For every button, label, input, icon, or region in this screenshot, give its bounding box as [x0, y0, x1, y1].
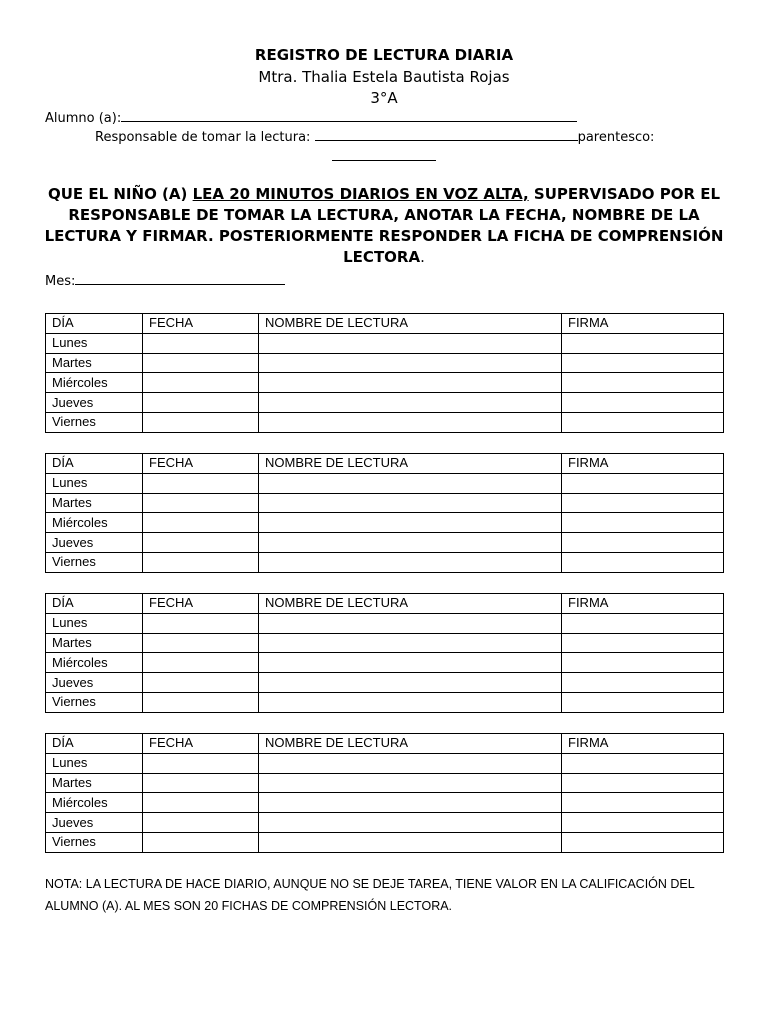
signature-cell[interactable]	[562, 412, 724, 432]
column-header-reading-name: NOMBRE DE LECTURA	[259, 314, 562, 334]
table-row	[46, 552, 724, 572]
reading-name-cell[interactable]	[259, 533, 562, 553]
date-cell[interactable]	[143, 832, 259, 852]
table-row	[46, 613, 724, 633]
reading-log-table	[45, 593, 724, 713]
column-header-signature: FIRMA	[562, 594, 724, 614]
day-cell: Viernes	[46, 832, 143, 852]
day-cell: Lunes	[46, 333, 143, 353]
table-row	[46, 533, 724, 553]
signature-cell[interactable]	[562, 753, 724, 773]
date-cell[interactable]	[143, 673, 259, 693]
table-row	[46, 412, 724, 432]
table-row	[46, 673, 724, 693]
table-row	[46, 373, 724, 393]
date-cell[interactable]	[143, 493, 259, 513]
responsible-blank-line[interactable]	[315, 127, 578, 141]
signature-cell[interactable]	[562, 653, 724, 673]
table-row	[46, 653, 724, 673]
column-header-signature: FIRMA	[562, 314, 724, 334]
signature-cell[interactable]	[562, 832, 724, 852]
table-row	[46, 393, 724, 413]
day-cell: Martes	[46, 353, 143, 373]
signature-cell[interactable]	[562, 333, 724, 353]
signature-cell[interactable]	[562, 613, 724, 633]
table-row	[46, 353, 724, 373]
day-cell: Lunes	[46, 473, 143, 493]
day-cell: Jueves	[46, 393, 143, 413]
column-header-signature: FIRMA	[562, 734, 724, 754]
day-cell: Martes	[46, 493, 143, 513]
table-row	[46, 692, 724, 712]
date-cell[interactable]	[143, 793, 259, 813]
reading-name-cell[interactable]	[259, 393, 562, 413]
day-cell: Viernes	[46, 552, 143, 572]
signature-cell[interactable]	[562, 552, 724, 572]
date-cell[interactable]	[143, 813, 259, 833]
reading-name-cell[interactable]	[259, 813, 562, 833]
reading-name-cell[interactable]	[259, 633, 562, 653]
reading-name-cell[interactable]	[259, 613, 562, 633]
signature-cell[interactable]	[562, 793, 724, 813]
table-header-row	[46, 734, 724, 754]
reading-name-cell[interactable]	[259, 673, 562, 693]
column-header-day: DÍA	[46, 734, 143, 754]
table-row	[46, 493, 724, 513]
date-cell[interactable]	[143, 552, 259, 572]
date-cell[interactable]	[143, 613, 259, 633]
day-cell: Lunes	[46, 753, 143, 773]
column-header-reading-name: NOMBRE DE LECTURA	[259, 734, 562, 754]
signature-cell[interactable]	[562, 493, 724, 513]
day-cell: Martes	[46, 773, 143, 793]
signature-cell[interactable]	[562, 773, 724, 793]
column-header-reading-name: NOMBRE DE LECTURA	[259, 454, 562, 474]
column-header-day: DÍA	[46, 314, 143, 334]
date-cell[interactable]	[143, 373, 259, 393]
table-row	[46, 473, 724, 493]
instructions-part2: SUPERVISADO POR EL RESPONSABLE DE TOMAR LA LECTURA, ANOTAR LA FECHA, NOMBRE DE LA LECTURA Y FIRMAR. POSTERIORMENTE RESPONDER LA FICHA DE COMPRENSIÓN LECTORA	[44, 185, 724, 266]
date-cell[interactable]	[143, 753, 259, 773]
table-row	[46, 633, 724, 653]
column-header-reading-name: NOMBRE DE LECTURA	[259, 594, 562, 614]
day-cell: Jueves	[46, 813, 143, 833]
table-row	[46, 813, 724, 833]
date-cell[interactable]	[143, 353, 259, 373]
document-title: REGISTRO DE LECTURA DIARIA	[254, 46, 514, 64]
day-cell: Jueves	[46, 533, 143, 553]
date-cell[interactable]	[143, 773, 259, 793]
table-row	[46, 753, 724, 773]
instructions-paragraph	[40, 184, 728, 268]
column-header-day: DÍA	[46, 454, 143, 474]
teacher-name: Mtra. Thalia Estela Bautista Rojas	[258, 68, 510, 86]
reading-log-table	[45, 313, 724, 433]
relationship-label: parentesco:	[577, 130, 655, 145]
day-cell: Miércoles	[46, 653, 143, 673]
day-cell: Miércoles	[46, 513, 143, 533]
day-cell: Lunes	[46, 613, 143, 633]
responsible-field	[95, 127, 654, 146]
table-row	[46, 513, 724, 533]
table-row	[46, 793, 724, 813]
column-header-date: FECHA	[143, 454, 259, 474]
reading-name-cell[interactable]	[259, 333, 562, 353]
signature-cell[interactable]	[562, 473, 724, 493]
reading-log-table	[45, 733, 724, 853]
date-cell[interactable]	[143, 533, 259, 553]
day-cell: Miércoles	[46, 373, 143, 393]
reading-name-cell[interactable]	[259, 552, 562, 572]
note-text: NOTA: LA LECTURA DE HACE DIARIO, AUNQUE NO SE DEJE TAREA, TIENE VALOR EN LA CALIFICACIÓN DEL ALUMNO (A). AL MES SON 20 FICHAS DE COMPRENSIÓN LECTORA.	[45, 877, 695, 913]
reading-name-cell[interactable]	[259, 353, 562, 373]
signature-cell[interactable]	[562, 393, 724, 413]
table-row	[46, 832, 724, 852]
reading-name-cell[interactable]	[259, 773, 562, 793]
column-header-date: FECHA	[143, 594, 259, 614]
signature-cell[interactable]	[562, 373, 724, 393]
date-cell[interactable]	[143, 333, 259, 353]
signature-cell[interactable]	[562, 813, 724, 833]
student-label: Alumno (a):	[45, 111, 122, 126]
reading-name-cell[interactable]	[259, 832, 562, 852]
signature-cell[interactable]	[562, 673, 724, 693]
month-blank-line[interactable]	[75, 271, 285, 285]
reading-log-table	[45, 453, 724, 573]
signature-cell[interactable]	[562, 633, 724, 653]
month-field	[45, 271, 285, 290]
reading-name-cell[interactable]	[259, 653, 562, 673]
reading-name-cell[interactable]	[259, 373, 562, 393]
table-row	[46, 333, 724, 353]
month-label: Mes:	[45, 274, 76, 289]
day-cell: Viernes	[46, 412, 143, 432]
column-header-day: DÍA	[46, 594, 143, 614]
instructions-end: .	[420, 248, 425, 266]
reading-name-cell[interactable]	[259, 493, 562, 513]
date-cell[interactable]	[143, 692, 259, 712]
signature-cell[interactable]	[562, 513, 724, 533]
relationship-field	[0, 146, 768, 165]
date-cell[interactable]	[143, 633, 259, 653]
signature-cell[interactable]	[562, 692, 724, 712]
table-header-row	[46, 594, 724, 614]
reading-name-cell[interactable]	[259, 753, 562, 773]
instructions-part1: QUE EL NIÑO (A)	[47, 185, 193, 203]
day-cell: Martes	[46, 633, 143, 653]
column-header-signature: FIRMA	[562, 454, 724, 474]
signature-cell[interactable]	[562, 533, 724, 553]
date-cell[interactable]	[143, 653, 259, 673]
student-blank-line[interactable]	[121, 108, 577, 122]
date-cell[interactable]	[143, 393, 259, 413]
responsible-label: Responsable de tomar la lectura:	[95, 130, 315, 145]
grade-label: 3°A	[370, 89, 398, 107]
reading-name-cell[interactable]	[259, 473, 562, 493]
reading-name-cell[interactable]	[259, 513, 562, 533]
table-row	[46, 773, 724, 793]
reading-name-cell[interactable]	[259, 692, 562, 712]
date-cell[interactable]	[143, 513, 259, 533]
day-cell: Miércoles	[46, 793, 143, 813]
day-cell: Viernes	[46, 692, 143, 712]
relationship-blank-line[interactable]	[332, 147, 436, 161]
instructions-underlined: LEA 20 MINUTOS DIARIOS EN VOZ ALTA,	[192, 185, 529, 203]
date-cell[interactable]	[143, 412, 259, 432]
column-header-date: FECHA	[143, 314, 259, 334]
table-header-row	[46, 314, 724, 334]
table-header-row	[46, 454, 724, 474]
date-cell[interactable]	[143, 473, 259, 493]
reading-name-cell[interactable]	[259, 793, 562, 813]
reading-name-cell[interactable]	[259, 412, 562, 432]
column-header-date: FECHA	[143, 734, 259, 754]
student-field	[45, 108, 577, 127]
day-cell: Jueves	[46, 673, 143, 693]
signature-cell[interactable]	[562, 353, 724, 373]
